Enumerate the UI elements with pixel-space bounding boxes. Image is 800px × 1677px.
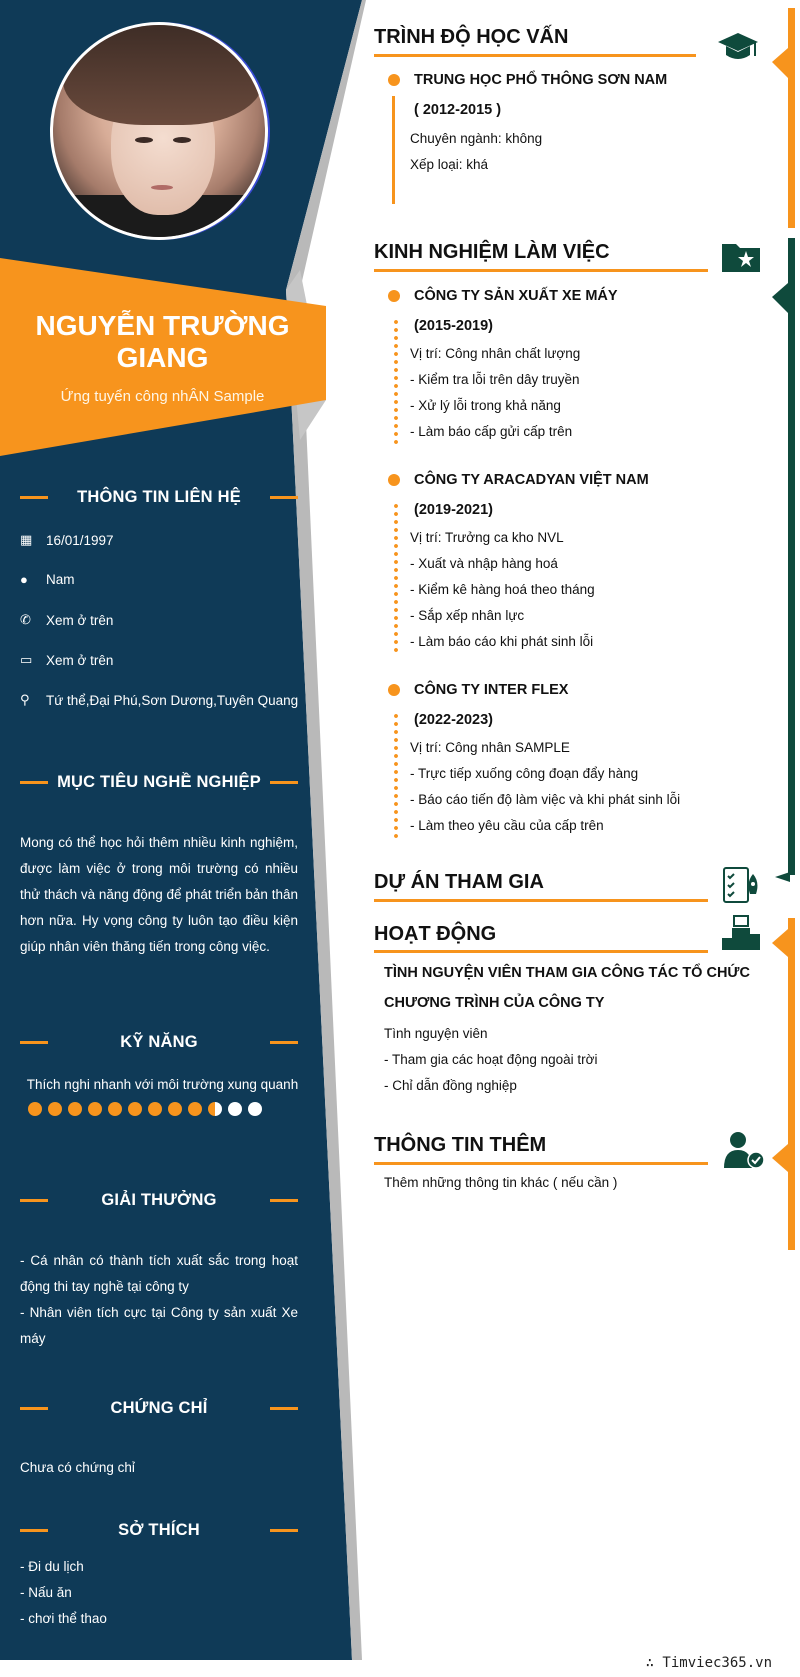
job-period: (2022-2023)	[414, 712, 493, 728]
rating-dot	[28, 1102, 42, 1116]
activity-line: - Tham gia các hoạt động ngoài trời	[384, 1052, 598, 1067]
education-underline	[374, 54, 696, 57]
job-period: (2019-2021)	[414, 502, 493, 518]
education-line: Chuyên ngành: không	[410, 131, 543, 146]
certificates-text: Chưa có chứng chỉ	[20, 1460, 135, 1475]
timeline-dot	[388, 684, 400, 696]
user-check-icon	[722, 1130, 766, 1170]
education-heading: TRÌNH ĐỘ HỌC VẤN	[374, 26, 569, 48]
hobbies-list	[20, 1554, 298, 1632]
award-item: - Cá nhân có thành tích xuất sắc trong hoạt động thi tay nghề tại công ty	[20, 1253, 298, 1294]
phone-icon: ✆	[20, 612, 31, 627]
job-line: Vị trí: Công nhân SAMPLE	[410, 740, 570, 755]
company-name: CÔNG TY SẢN XUẤT XE MÁY	[414, 288, 618, 304]
job-period: (2015-2019)	[414, 318, 493, 334]
rating-dot	[248, 1102, 262, 1116]
projects-heading: DỰ ÁN THAM GIA	[374, 871, 544, 893]
job-line: Vị trí: Trưởng ca kho NVL	[410, 530, 564, 545]
job-line: - Làm báo cáo khi phát sinh lỗi	[410, 634, 594, 649]
activity-title: TÌNH NGUYỆN VIÊN THAM GIA CÔNG TÁC TỔ CHỨC CHƯƠNG TRÌNH CỦA CÔNG TY	[384, 965, 750, 1011]
award-item: - Nhân viên tích cực tại Công ty sản xuất Xe máy	[20, 1305, 298, 1346]
certificates-heading: CHỨNG CHỈ	[20, 1396, 298, 1420]
skill-rating	[28, 1102, 262, 1116]
timeline-dotted-line	[394, 712, 398, 840]
experience-underline	[374, 269, 708, 272]
activity-line: Tình nguyện viên	[384, 1026, 488, 1041]
calendar-icon: ▦	[20, 532, 33, 547]
skills-heading: KỸ NĂNG	[20, 1030, 298, 1054]
email-icon: ▭	[20, 652, 33, 667]
hobby-item: - Đi du lịch	[20, 1559, 84, 1574]
company-name: CÔNG TY ARACADYAN VIỆT NAM	[414, 472, 649, 488]
job-line: - Xuất và nhập hàng hoá	[410, 556, 558, 571]
projects-underline	[374, 899, 708, 902]
skill-name: Thích nghi nhanh với môi trường xung quanh	[26, 1077, 299, 1092]
contact-gender: ● Nam	[20, 572, 75, 587]
job-line: - Báo cáo tiến độ làm việc và khi phát sinh lỗi	[410, 792, 681, 807]
school-period: ( 2012-2015 )	[414, 102, 502, 118]
timeline-line	[392, 96, 395, 204]
rating-dot	[68, 1102, 82, 1116]
rating-dot	[108, 1102, 122, 1116]
contact-phone: ✆ Xem ở trên	[20, 612, 114, 628]
candidate-name: NGUYỄN TRƯỜNG GIANG	[35, 310, 290, 373]
job-line: - Kiểm kê hàng hoá theo tháng	[410, 582, 595, 597]
job-line: - Sắp xếp nhân lực	[410, 608, 525, 623]
company-name: CÔNG TY INTER FLEX	[414, 682, 569, 698]
podium-icon	[720, 914, 764, 954]
checklist-rocket-icon	[720, 866, 764, 906]
activities-underline	[374, 950, 708, 953]
rating-dot	[48, 1102, 62, 1116]
avatar	[50, 22, 268, 240]
education-line: Xếp loại: khá	[410, 157, 489, 172]
folder-star-icon	[720, 238, 764, 278]
contact-email: ▭ Xem ở trên	[20, 652, 114, 668]
hobby-item: - chơi thể thao	[20, 1611, 107, 1626]
extra-text: Thêm những thông tin khác ( nếu cần )	[384, 1175, 618, 1190]
user-icon: ●	[20, 572, 28, 587]
rating-dot	[128, 1102, 142, 1116]
school-name: TRUNG HỌC PHỔ THÔNG SƠN NAM	[414, 72, 668, 88]
rating-dot	[208, 1102, 222, 1116]
timeline-dot	[388, 74, 400, 86]
job-line: - Kiểm tra lỗi trên dây truyền	[410, 372, 580, 387]
objective-text: Mong có thể học hỏi thêm nhiều kinh nghiệm, được làm việc ở trong môi trường có nhiều thử thách và năng động để phát triển bản thân hơn nữa. Hy vọng công ty luôn tạo điều kiện giúp nhân viên thăng tiến trong công việc.	[20, 835, 298, 954]
applied-position: Ứng tuyển công nhÂN Sample	[60, 388, 265, 405]
activities-heading: HOẠT ĐỘNG	[374, 923, 497, 945]
awards-list	[20, 1248, 298, 1352]
activity-line: - Chỉ dẫn đồng nghiệp	[384, 1078, 517, 1093]
timeline-dotted-line	[394, 318, 398, 446]
rating-dot	[188, 1102, 202, 1116]
job-line: - Làm báo cấp gửi cấp trên	[410, 424, 573, 439]
graduation-cap-icon	[716, 28, 760, 68]
timeline-dot	[388, 474, 400, 486]
contact-birthday: ▦ 16/01/1997	[20, 532, 114, 548]
extra-underline	[374, 1162, 708, 1165]
timeline-dotted-line	[394, 502, 398, 656]
extra-heading: THÔNG TIN THÊM	[374, 1134, 547, 1156]
experience-heading: KINH NGHIỆM LÀM VIỆC	[374, 241, 610, 263]
awards-heading: GIẢI THƯỞNG	[20, 1188, 298, 1212]
timeline-dot	[388, 290, 400, 302]
rating-dot	[228, 1102, 242, 1116]
job-line: - Xử lý lỗi trong khả năng	[410, 398, 561, 413]
job-line: - Làm theo yêu cầu của cấp trên	[410, 818, 604, 833]
rating-dot	[148, 1102, 162, 1116]
job-line: Vị trí: Công nhân chất lượng	[410, 346, 581, 361]
objective-heading: MỤC TIÊU NGHỀ NGHIỆP	[20, 770, 298, 794]
rating-dot	[88, 1102, 102, 1116]
contact-address: ⚲ Tứ thể,Đại Phú,Sơn Dương,Tuyên Quang	[20, 692, 299, 708]
hobbies-heading: SỞ THÍCH	[20, 1518, 298, 1542]
location-icon: ⚲	[20, 692, 30, 707]
footer-brand: ∴ Timviec365.vn	[645, 1655, 772, 1671]
contact-heading: THÔNG TIN LIÊN HỆ	[20, 485, 298, 509]
hobby-item: - Nấu ăn	[20, 1585, 72, 1600]
job-line: - Trực tiếp xuống công đoạn đẩy hàng	[410, 766, 639, 781]
rating-dot	[168, 1102, 182, 1116]
